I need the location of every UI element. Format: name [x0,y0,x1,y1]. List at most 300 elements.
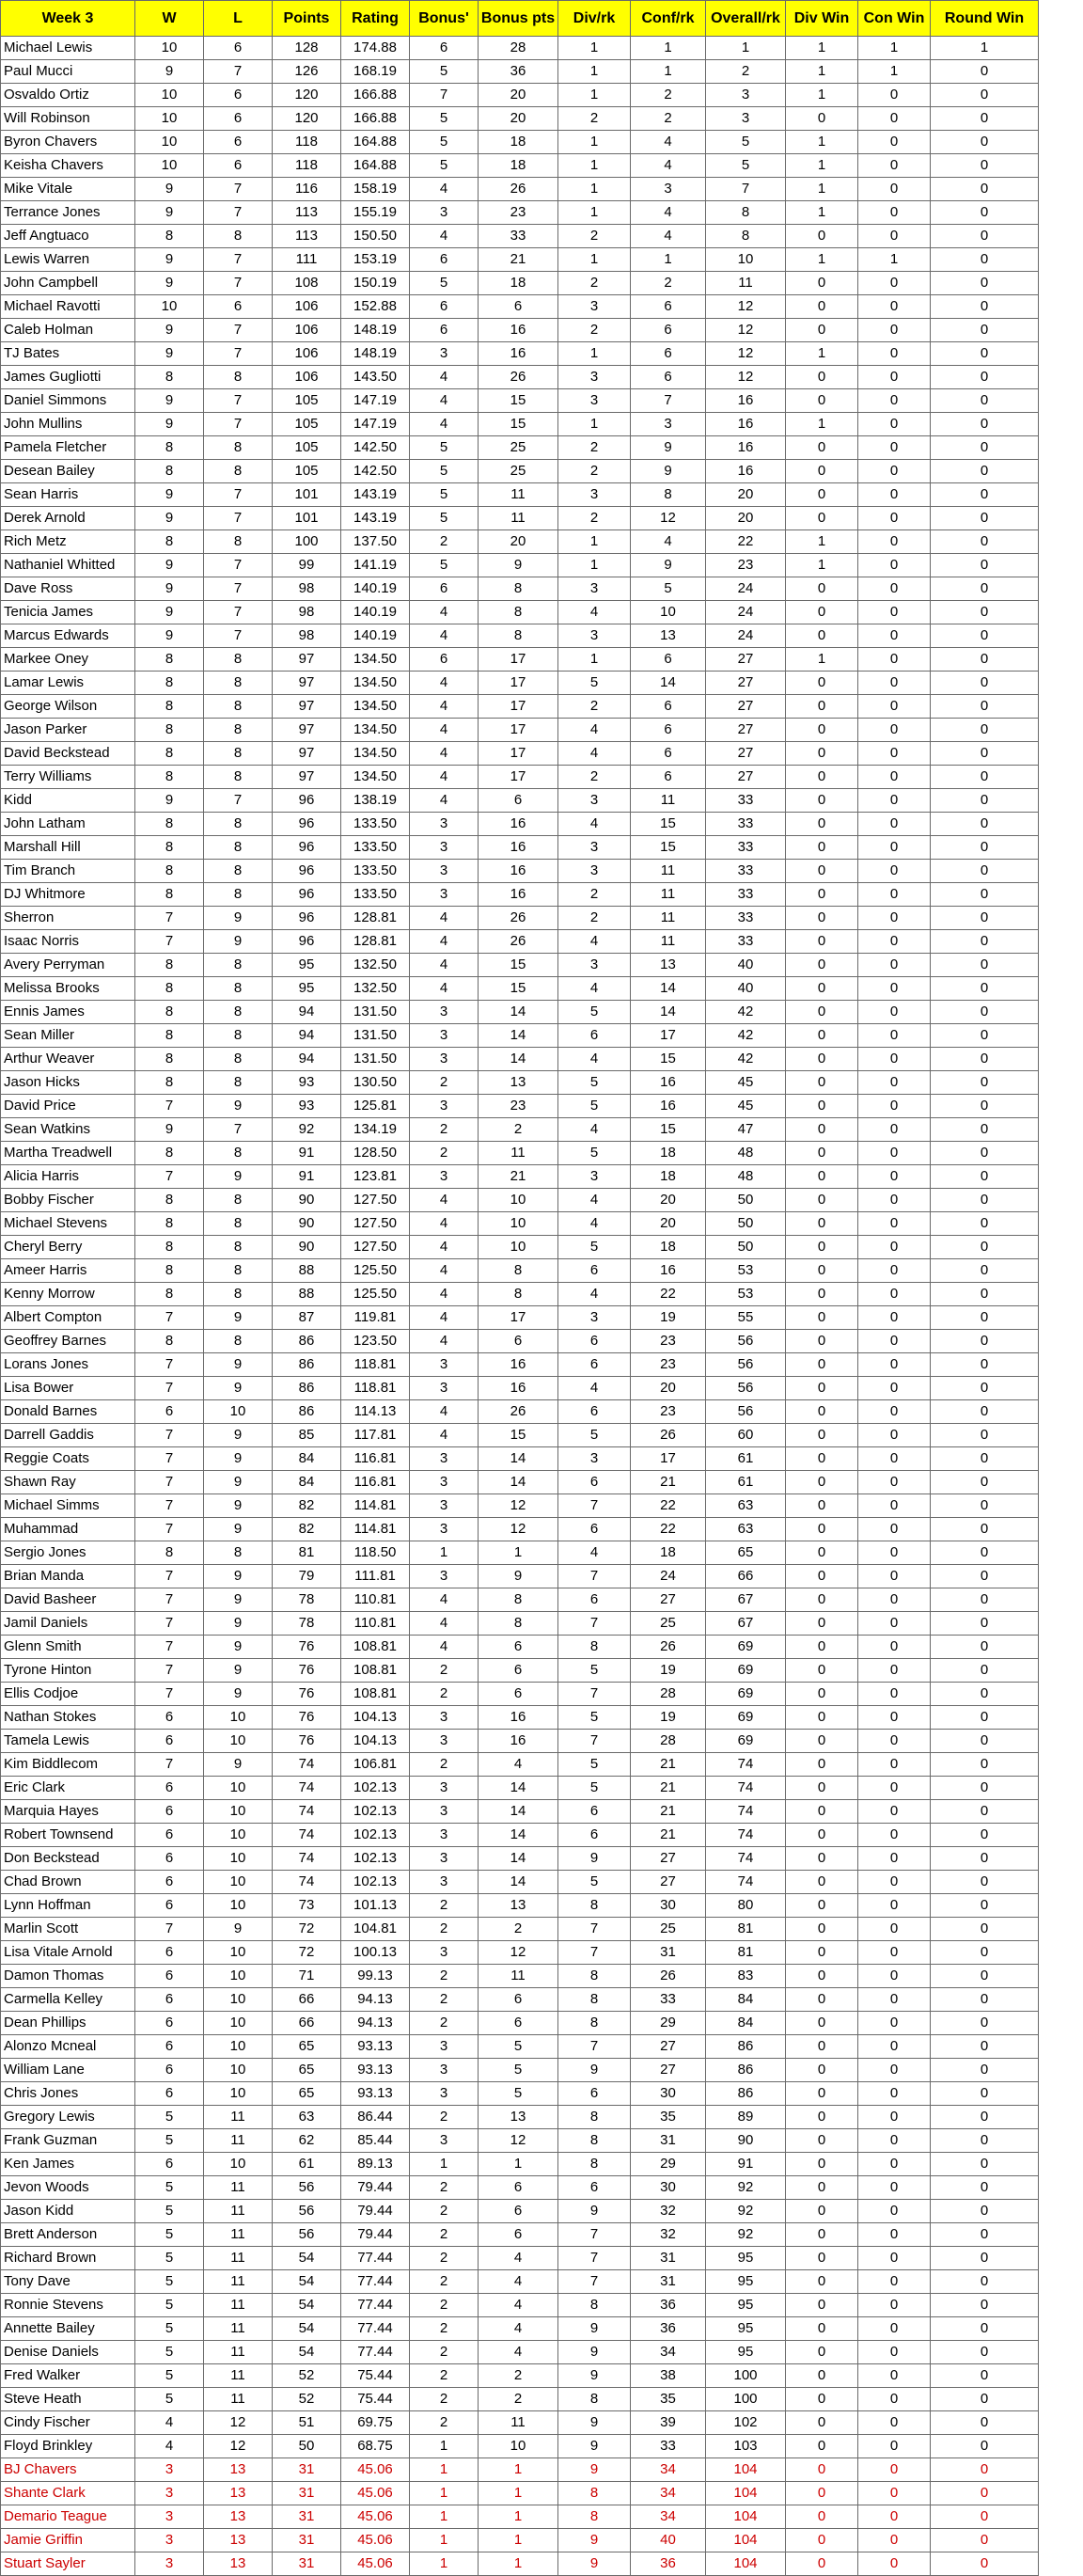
table-row [1,766,1039,789]
cell-con-win: 0 [858,2482,931,2505]
cell-overall-rank: 66 [706,1565,786,1588]
cell-w: 8 [135,1283,204,1306]
cell-conf-rank: 19 [631,1659,706,1683]
cell-con-win: 0 [858,1988,931,2012]
cell-div-rank: 5 [558,1753,631,1777]
cell-conf-rank: 11 [631,907,706,930]
cell-bonus-count: 1 [410,2458,479,2482]
cell-name: Tyrone Hinton [1,1659,135,1683]
cell-con-win: 0 [858,413,931,436]
cell-rating: 93.13 [341,2082,410,2106]
cell-conf-rank: 23 [631,1353,706,1377]
cell-div-win: 0 [786,1471,858,1494]
cell-conf-rank: 33 [631,1988,706,2012]
cell-name: John Mullins [1,413,135,436]
column-header-points: Points [273,1,341,37]
cell-name: Derek Arnold [1,507,135,530]
cell-bonus-pts: 1 [479,2529,558,2552]
cell-round-win: 0 [931,1588,1039,1612]
cell-bonus-count: 2 [410,2411,479,2435]
cell-con-win: 0 [858,2129,931,2153]
table-row [1,648,1039,672]
cell-bonus-pts: 21 [479,1165,558,1189]
table-row [1,1730,1039,1753]
cell-w: 8 [135,1330,204,1353]
cell-con-win: 0 [858,2317,931,2341]
cell-con-win: 0 [858,1236,931,1259]
cell-l: 13 [204,2529,273,2552]
cell-con-win: 0 [858,1400,931,1424]
cell-points: 71 [273,1965,341,1988]
cell-bonus-pts: 6 [479,2200,558,2223]
cell-round-win: 0 [931,2482,1039,2505]
cell-rating: 68.75 [341,2435,410,2458]
cell-round-win: 0 [931,1189,1039,1212]
cell-overall-rank: 102 [706,2411,786,2435]
table-row [1,1706,1039,1730]
cell-conf-rank: 26 [631,1424,706,1447]
cell-rating: 116.81 [341,1447,410,1471]
cell-overall-rank: 12 [706,366,786,389]
cell-points: 76 [273,1683,341,1706]
cell-div-rank: 9 [558,2435,631,2458]
cell-l: 13 [204,2458,273,2482]
cell-rating: 106.81 [341,1753,410,1777]
cell-bonus-count: 3 [410,2035,479,2059]
cell-div-win: 0 [786,2529,858,2552]
cell-div-win: 0 [786,1894,858,1918]
cell-overall-rank: 65 [706,1541,786,1565]
cell-l: 8 [204,836,273,860]
cell-con-win: 0 [858,860,931,883]
cell-w: 7 [135,1353,204,1377]
cell-l: 7 [204,601,273,624]
cell-rating: 99.13 [341,1965,410,1988]
cell-con-win: 0 [858,460,931,483]
cell-rating: 93.13 [341,2059,410,2082]
cell-overall-rank: 104 [706,2529,786,2552]
cell-overall-rank: 81 [706,1941,786,1965]
cell-conf-rank: 6 [631,742,706,766]
table-row [1,813,1039,836]
cell-conf-rank: 4 [631,154,706,178]
cell-name: Tony Dave [1,2270,135,2294]
table-row [1,295,1039,319]
cell-l: 10 [204,1847,273,1871]
cell-con-win: 0 [858,2552,931,2576]
cell-div-win: 0 [786,2364,858,2388]
cell-con-win: 0 [858,507,931,530]
cell-rating: 138.19 [341,789,410,813]
cell-bonus-pts: 36 [479,60,558,84]
cell-con-win: 0 [858,789,931,813]
table-row [1,624,1039,648]
cell-w: 10 [135,131,204,154]
cell-name: Michael Stevens [1,1212,135,1236]
cell-name: Avery Perryman [1,954,135,977]
cell-round-win: 0 [931,413,1039,436]
cell-div-rank: 1 [558,60,631,84]
cell-l: 6 [204,295,273,319]
cell-div-win: 0 [786,1777,858,1800]
cell-bonus-pts: 11 [479,483,558,507]
cell-conf-rank: 21 [631,1800,706,1824]
cell-w: 5 [135,2317,204,2341]
cell-div-win: 0 [786,2012,858,2035]
cell-overall-rank: 16 [706,389,786,413]
cell-bonus-pts: 16 [479,1730,558,1753]
cell-conf-rank: 31 [631,1941,706,1965]
cell-div-rank: 5 [558,672,631,695]
cell-points: 97 [273,766,341,789]
cell-w: 9 [135,201,204,225]
cell-con-win: 0 [858,1306,931,1330]
cell-div-win: 0 [786,436,858,460]
cell-rating: 143.50 [341,366,410,389]
cell-conf-rank: 4 [631,131,706,154]
cell-name: Demario Teague [1,2505,135,2529]
cell-l: 7 [204,507,273,530]
cell-name: TJ Bates [1,342,135,366]
cell-points: 105 [273,413,341,436]
cell-div-rank: 4 [558,742,631,766]
cell-div-win: 0 [786,860,858,883]
cell-name: Eric Clark [1,1777,135,1800]
cell-overall-rank: 67 [706,1612,786,1636]
cell-conf-rank: 6 [631,342,706,366]
cell-l: 10 [204,1777,273,1800]
cell-div-win: 0 [786,2176,858,2200]
cell-points: 93 [273,1071,341,1095]
cell-l: 7 [204,201,273,225]
cell-bonus-count: 3 [410,1165,479,1189]
cell-conf-rank: 2 [631,107,706,131]
cell-points: 105 [273,389,341,413]
cell-w: 6 [135,1847,204,1871]
table-row [1,1142,1039,1165]
cell-w: 6 [135,2153,204,2176]
cell-overall-rank: 95 [706,2341,786,2364]
cell-rating: 77.44 [341,2270,410,2294]
cell-points: 86 [273,1400,341,1424]
cell-name: Sherron [1,907,135,930]
cell-div-rank: 8 [558,2106,631,2129]
cell-bonus-count: 6 [410,577,479,601]
cell-points: 76 [273,1636,341,1659]
cell-l: 8 [204,1071,273,1095]
cell-w: 9 [135,389,204,413]
table-row [1,2552,1039,2576]
cell-con-win: 0 [858,319,931,342]
table-row [1,507,1039,530]
cell-name: Frank Guzman [1,2129,135,2153]
cell-rating: 134.50 [341,766,410,789]
cell-round-win: 0 [931,1800,1039,1824]
cell-w: 7 [135,1518,204,1541]
cell-round-win: 0 [931,2294,1039,2317]
cell-bonus-count: 3 [410,1941,479,1965]
cell-bonus-count: 2 [410,2247,479,2270]
cell-overall-rank: 95 [706,2270,786,2294]
cell-conf-rank: 31 [631,2129,706,2153]
cell-bonus-pts: 5 [479,2082,558,2106]
column-header-con-win: Con Win [858,1,931,37]
cell-div-rank: 1 [558,342,631,366]
cell-points: 126 [273,60,341,84]
cell-div-win: 0 [786,1941,858,1965]
cell-div-win: 1 [786,37,858,60]
cell-bonus-count: 4 [410,601,479,624]
cell-points: 118 [273,154,341,178]
cell-overall-rank: 100 [706,2364,786,2388]
header-row [1,1,1039,37]
cell-bonus-pts: 12 [479,1494,558,1518]
cell-bonus-pts: 14 [479,1871,558,1894]
cell-l: 7 [204,389,273,413]
cell-l: 8 [204,742,273,766]
cell-rating: 101.13 [341,1894,410,1918]
table-row [1,1753,1039,1777]
cell-name: Cheryl Berry [1,1236,135,1259]
cell-round-win: 0 [931,1683,1039,1706]
cell-w: 7 [135,1424,204,1447]
cell-div-win: 1 [786,248,858,272]
cell-overall-rank: 12 [706,319,786,342]
cell-div-win: 0 [786,1400,858,1424]
cell-conf-rank: 6 [631,319,706,342]
cell-rating: 127.50 [341,1212,410,1236]
cell-bonus-count: 4 [410,389,479,413]
cell-div-rank: 6 [558,1259,631,1283]
cell-name: Geoffrey Barnes [1,1330,135,1353]
cell-round-win: 0 [931,2153,1039,2176]
cell-rating: 141.19 [341,554,410,577]
cell-round-win: 0 [931,2200,1039,2223]
cell-points: 97 [273,719,341,742]
cell-points: 74 [273,1800,341,1824]
cell-points: 96 [273,883,341,907]
cell-con-win: 0 [858,1894,931,1918]
cell-name: Fred Walker [1,2364,135,2388]
cell-div-rank: 8 [558,1988,631,2012]
cell-rating: 108.81 [341,1683,410,1706]
cell-con-win: 0 [858,672,931,695]
cell-w: 7 [135,1588,204,1612]
cell-overall-rank: 103 [706,2435,786,2458]
cell-bonus-count: 6 [410,319,479,342]
table-row [1,1847,1039,1871]
cell-div-rank: 2 [558,107,631,131]
cell-bonus-count: 2 [410,2388,479,2411]
cell-overall-rank: 33 [706,789,786,813]
cell-l: 10 [204,2082,273,2106]
cell-conf-rank: 12 [631,507,706,530]
cell-rating: 104.13 [341,1706,410,1730]
cell-w: 6 [135,1824,204,1847]
column-header-l: L [204,1,273,37]
cell-l: 6 [204,131,273,154]
table-row [1,695,1039,719]
cell-w: 7 [135,1494,204,1518]
cell-name: Sean Harris [1,483,135,507]
cell-round-win: 0 [931,2505,1039,2529]
cell-round-win: 0 [931,2388,1039,2411]
cell-points: 98 [273,601,341,624]
cell-bonus-count: 4 [410,789,479,813]
cell-round-win: 0 [931,107,1039,131]
cell-points: 105 [273,460,341,483]
cell-rating: 131.50 [341,1001,410,1024]
cell-points: 63 [273,2106,341,2129]
cell-conf-rank: 24 [631,1565,706,1588]
column-header-w: W [135,1,204,37]
cell-l: 8 [204,695,273,719]
cell-l: 7 [204,248,273,272]
cell-bonus-count: 5 [410,131,479,154]
cell-overall-rank: 63 [706,1518,786,1541]
cell-div-rank: 8 [558,2129,631,2153]
cell-bonus-count: 6 [410,37,479,60]
cell-name: Steve Heath [1,2388,135,2411]
cell-div-rank: 7 [558,1683,631,1706]
cell-round-win: 0 [931,836,1039,860]
cell-name: Dean Phillips [1,2012,135,2035]
cell-name: Sean Watkins [1,1118,135,1142]
cell-div-win: 0 [786,954,858,977]
cell-points: 56 [273,2200,341,2223]
cell-points: 88 [273,1259,341,1283]
cell-l: 8 [204,1212,273,1236]
cell-l: 9 [204,1918,273,1941]
cell-rating: 148.19 [341,319,410,342]
cell-name: Ken James [1,2153,135,2176]
cell-con-win: 0 [858,1683,931,1706]
cell-bonus-pts: 26 [479,907,558,930]
cell-l: 8 [204,766,273,789]
cell-div-rank: 1 [558,131,631,154]
cell-round-win: 0 [931,2411,1039,2435]
cell-bonus-pts: 26 [479,366,558,389]
table-row [1,1941,1039,1965]
cell-name: Lisa Bower [1,1377,135,1400]
cell-round-win: 0 [931,2012,1039,2035]
cell-bonus-pts: 16 [479,1377,558,1400]
cell-rating: 143.19 [341,483,410,507]
cell-bonus-count: 4 [410,624,479,648]
cell-div-rank: 1 [558,648,631,672]
cell-rating: 69.75 [341,2411,410,2435]
cell-div-win: 0 [786,2153,858,2176]
cell-name: Jason Hicks [1,1071,135,1095]
cell-bonus-pts: 6 [479,2223,558,2247]
cell-w: 7 [135,1447,204,1471]
cell-l: 9 [204,1353,273,1377]
cell-round-win: 0 [931,1048,1039,1071]
cell-conf-rank: 21 [631,1824,706,1847]
cell-points: 91 [273,1165,341,1189]
cell-overall-rank: 8 [706,225,786,248]
cell-overall-rank: 45 [706,1095,786,1118]
cell-round-win: 0 [931,1941,1039,1965]
cell-overall-rank: 56 [706,1377,786,1400]
cell-bonus-pts: 1 [479,2505,558,2529]
cell-l: 7 [204,272,273,295]
cell-points: 74 [273,1847,341,1871]
cell-overall-rank: 104 [706,2482,786,2505]
cell-con-win: 0 [858,2200,931,2223]
cell-div-rank: 4 [558,719,631,742]
cell-rating: 75.44 [341,2388,410,2411]
cell-points: 120 [273,84,341,107]
cell-conf-rank: 14 [631,672,706,695]
table-row [1,1353,1039,1377]
cell-rating: 133.50 [341,860,410,883]
cell-name: David Beckstead [1,742,135,766]
cell-div-rank: 8 [558,2505,631,2529]
cell-l: 9 [204,1636,273,1659]
cell-l: 9 [204,1612,273,1636]
cell-div-win: 0 [786,1212,858,1236]
cell-w: 6 [135,1965,204,1988]
cell-conf-rank: 31 [631,2270,706,2294]
cell-conf-rank: 14 [631,977,706,1001]
cell-round-win: 0 [931,1730,1039,1753]
cell-points: 84 [273,1471,341,1494]
cell-bonus-count: 4 [410,1330,479,1353]
cell-round-win: 0 [931,60,1039,84]
cell-con-win: 0 [858,2341,931,2364]
cell-div-rank: 6 [558,1518,631,1541]
cell-div-rank: 8 [558,2294,631,2317]
cell-overall-rank: 53 [706,1283,786,1306]
cell-round-win: 0 [931,1471,1039,1494]
cell-round-win: 0 [931,436,1039,460]
cell-overall-rank: 83 [706,1965,786,1988]
cell-rating: 102.13 [341,1777,410,1800]
cell-points: 90 [273,1189,341,1212]
cell-points: 88 [273,1283,341,1306]
cell-bonus-count: 2 [410,530,479,554]
table-row [1,1894,1039,1918]
cell-l: 8 [204,719,273,742]
cell-w: 3 [135,2458,204,2482]
cell-bonus-pts: 15 [479,1424,558,1447]
cell-w: 6 [135,2035,204,2059]
cell-div-win: 0 [786,1494,858,1518]
cell-div-rank: 8 [558,2012,631,2035]
cell-l: 8 [204,1189,273,1212]
cell-con-win: 0 [858,1024,931,1048]
cell-overall-rank: 40 [706,954,786,977]
cell-div-win: 0 [786,2505,858,2529]
cell-bonus-pts: 13 [479,2106,558,2129]
cell-name: Bobby Fischer [1,1189,135,1212]
cell-con-win: 0 [858,836,931,860]
cell-w: 7 [135,1565,204,1588]
cell-con-win: 0 [858,2106,931,2129]
cell-bonus-pts: 17 [479,719,558,742]
cell-bonus-count: 2 [410,2012,479,2035]
cell-div-win: 0 [786,2482,858,2505]
table-row [1,1494,1039,1518]
cell-round-win: 0 [931,1636,1039,1659]
cell-w: 3 [135,2505,204,2529]
cell-con-win: 0 [858,1847,931,1871]
cell-bonus-count: 2 [410,2294,479,2317]
cell-w: 9 [135,342,204,366]
cell-div-rank: 2 [558,907,631,930]
cell-rating: 102.13 [341,1847,410,1871]
